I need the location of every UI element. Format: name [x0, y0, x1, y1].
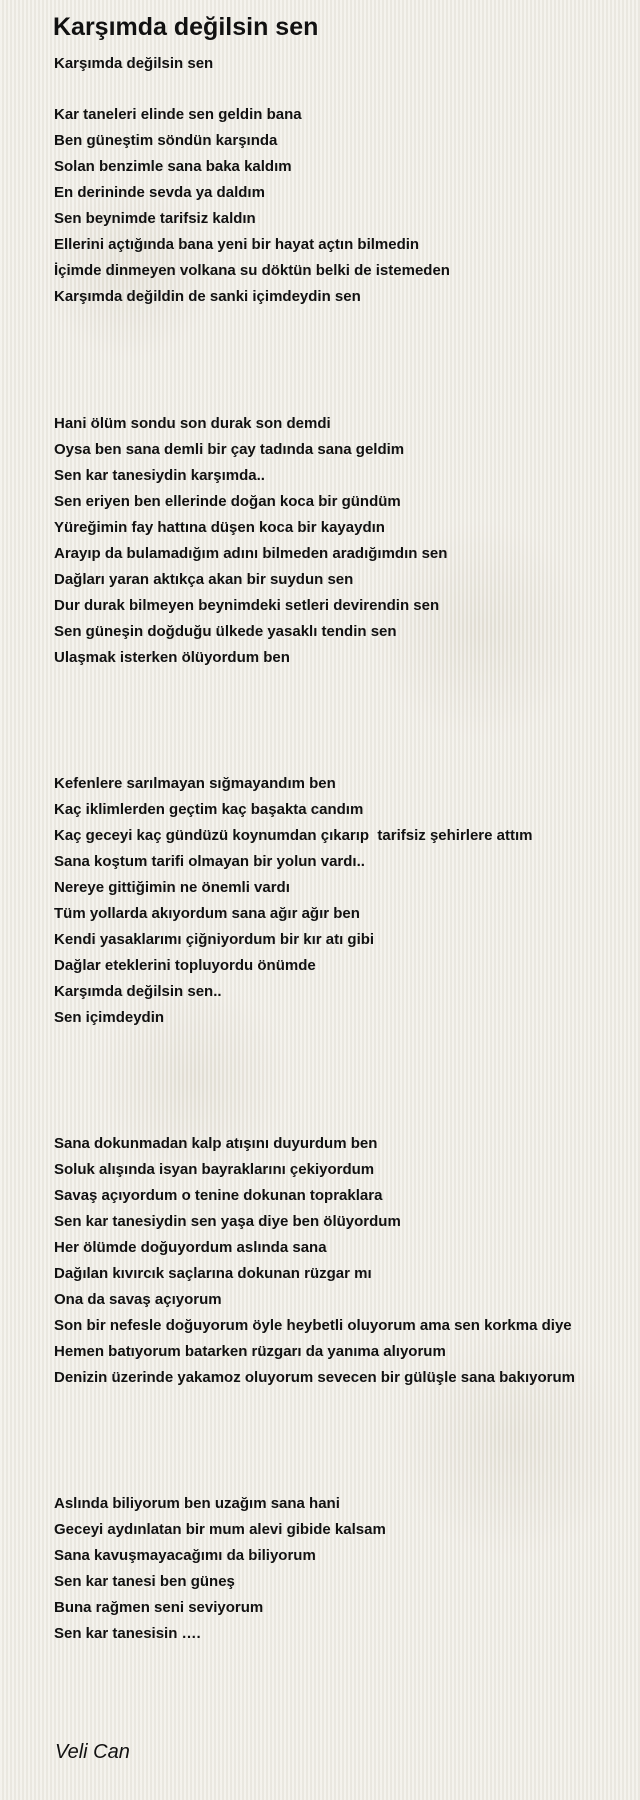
poem-line: Ulaşmak isterken ölüyordum ben — [54, 649, 290, 666]
poem-line: Nereye gittiğimin ne önemli vardı — [54, 879, 290, 896]
poem-line: Sana koştum tarifi olmayan bir yolun vardı.. — [54, 853, 365, 870]
poem-author: Veli Can — [55, 1741, 130, 1763]
poem-line: Ellerini açtığında bana yeni bir hayat açtın bilmedin — [54, 236, 420, 253]
stanza-5 — [54, 1491, 386, 1647]
poem-line: Dağlar eteklerini topluyordu önümde — [54, 957, 316, 974]
poem-line: Arayıp da bulamadığım adını bilmeden aradığımdın sen — [54, 545, 448, 562]
poem-line: Hemen batıyorum batarken rüzgarı da yanıma alıyorum — [54, 1343, 446, 1360]
poem-line: Son bir nefesle doğuyorum öyle heybetli oluyorum ama sen korkma diye — [54, 1317, 572, 1334]
poem-line: Dağılan kıvırcık saçlarına dokunan rüzgar mı — [54, 1265, 372, 1282]
poem-line: Sen beynimde tarifsiz kaldın — [54, 210, 256, 227]
poem-line: Soluk alışında isyan bayraklarını çekiyordum — [54, 1161, 375, 1178]
poem-line: Sana dokunmadan kalp atışını duyurdum ben — [54, 1135, 378, 1152]
stanza-1 — [54, 102, 450, 310]
poem-line: Kar taneleri elinde sen geldin bana — [54, 106, 302, 123]
poem-line: Kefenlere sarılmayan sığmayandım ben — [54, 775, 336, 792]
poem-subtitle: Karşımda değilsin sen — [54, 55, 214, 72]
poem-line: En derininde sevda ya daldım — [54, 184, 265, 201]
poem-line: Sen kar tanesi ben güneş — [54, 1573, 235, 1590]
poem-line: Sana kavuşmayacağımı da biliyorum — [54, 1547, 316, 1564]
stanza-3 — [54, 771, 533, 1031]
poem-line: Sen eriyen ben ellerinde doğan koca bir gündüm — [54, 493, 401, 510]
poem-line: Hani ölüm sondu son durak son demdi — [54, 415, 331, 432]
poem-line: Dur durak bilmeyen beynimdeki setleri devirendin sen — [54, 597, 440, 614]
poem-line: Kendi yasaklarımı çiğniyordum bir kır atı gibi — [54, 931, 375, 948]
poem-line: Tüm yollarda akıyordum sana ağır ağır ben — [54, 905, 360, 922]
poem-line: Aslında biliyorum ben uzağım sana hani — [54, 1495, 340, 1512]
poem-line: Kaç geceyi kaç gündüzü koynumdan çıkarıp tarifsiz şehirlere attım — [54, 827, 533, 844]
poem-line: Sen içimdeydin — [54, 1009, 165, 1026]
poem-line: Solan benzimle sana baka kaldım — [54, 158, 292, 175]
poem-line: Sen güneşin doğduğu ülkede yasaklı tendin sen — [54, 623, 397, 640]
poem-line: İçimde dinmeyen volkana su döktün belki de istemeden — [54, 262, 450, 279]
poem-line: Dağları yaran aktıkça akan bir suydun sen — [54, 571, 354, 588]
poem-line: Oysa ben sana demli bir çay tadında sana geldim — [54, 441, 405, 458]
poem-line: Savaş açıyordum o tenine dokunan topraklara — [54, 1187, 383, 1204]
poem-line: Sen kar tanesisin …. — [54, 1625, 201, 1642]
poem-line: Karşımda değilsin sen.. — [54, 983, 222, 1000]
stanza-4 — [54, 1131, 575, 1391]
poem-line: Ona da savaş açıyorum — [54, 1291, 222, 1308]
poem-line: Yüreğimin fay hattına düşen koca bir kayaydın — [54, 519, 385, 536]
poem-line: Sen kar tanesiydin karşımda.. — [54, 467, 265, 484]
poem-line: Buna rağmen seni seviyorum — [54, 1599, 264, 1616]
poem-line: Sen kar tanesiydin sen yaşa diye ben ölüyordum — [54, 1213, 401, 1230]
poem-line: Kaç iklimlerden geçtim kaç başakta candım — [54, 801, 364, 818]
stanza-2 — [54, 411, 447, 671]
poem-line: Karşımda değildin de sanki içimdeydin sen — [54, 288, 361, 305]
poem-title: Karşımda değilsin sen — [53, 13, 319, 41]
poem-line: Denizin üzerinde yakamoz oluyorum sevecen bir gülüşle sana bakıyorum — [54, 1369, 575, 1386]
poem-line: Her ölümde doğuyordum aslında sana — [54, 1239, 327, 1256]
poem-line: Geceyi aydınlatan bir mum alevi gibide kalsam — [54, 1521, 386, 1538]
poem-line: Ben güneştim söndün karşında — [54, 132, 278, 149]
